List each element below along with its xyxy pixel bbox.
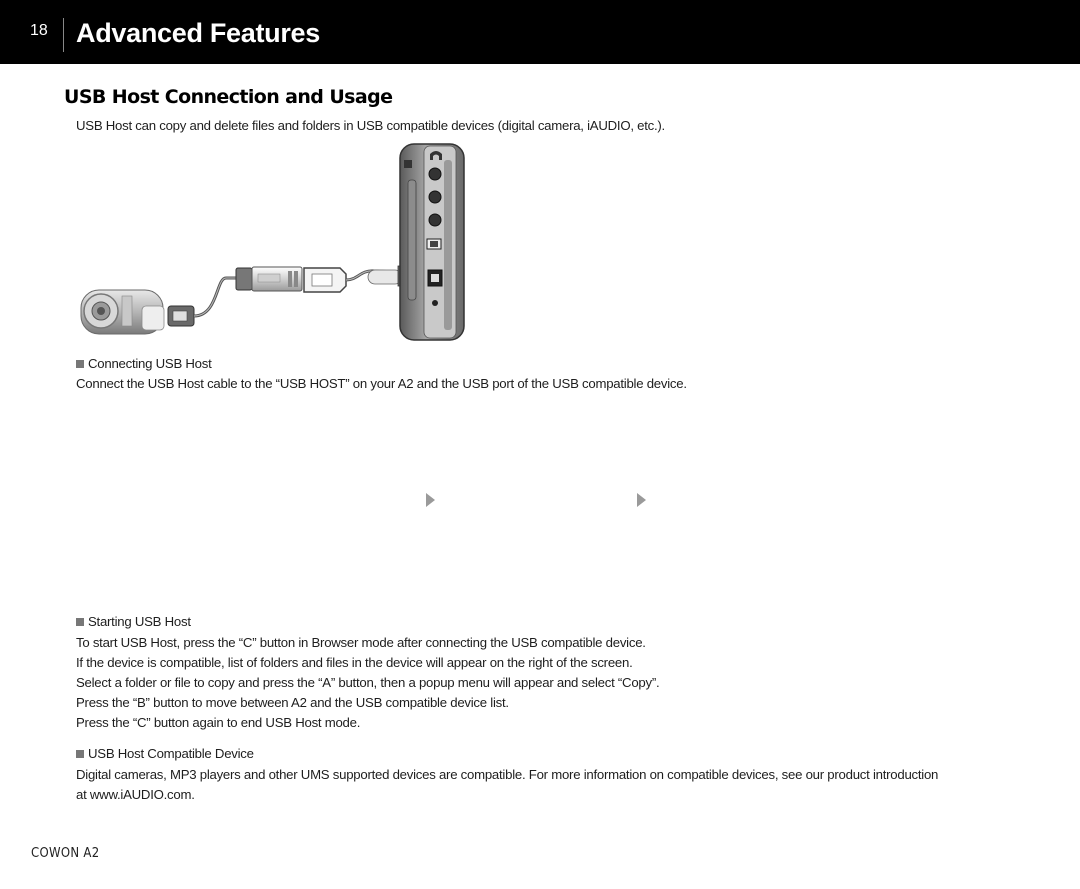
starting-line: Press the “B” button to move between A2 and the USB compatible device list. (76, 695, 509, 710)
starting-line: If the device is compatible, list of folders and files in the device will appear on the right of the screen. (76, 655, 633, 670)
starting-line: To start USB Host, press the “C” button in Browser mode after connecting the USB compatible device. (76, 635, 646, 650)
connecting-text: Connect the USB Host cable to the “USB HOST” on your A2 and the USB port of the USB compatible device. (76, 376, 687, 391)
footer-product-name: COWON A2 (31, 846, 100, 861)
starting-heading-text: Starting USB Host (88, 614, 191, 629)
camera-icon (81, 290, 164, 334)
intro-text: USB Host can copy and delete files and folders in USB compatible devices (digital camera, iAUDIO, etc.). (76, 118, 665, 133)
header-divider (63, 18, 64, 52)
compatible-heading (76, 746, 254, 761)
right-arrow-icon (637, 493, 646, 507)
page-number: 18 (30, 22, 48, 39)
usb-host-connection-illustration (78, 140, 478, 345)
a2-player-icon (400, 144, 464, 340)
connecting-heading-text: Connecting USB Host (88, 356, 212, 371)
starting-heading (76, 614, 191, 629)
square-bullet-icon (76, 360, 84, 368)
page-header (0, 0, 1080, 64)
starting-line: Press the “C” button again to end USB Host mode. (76, 715, 361, 730)
compatible-heading-text: USB Host Compatible Device (88, 746, 254, 761)
square-bullet-icon (76, 618, 84, 626)
section-title: USB Host Connection and Usage (64, 86, 393, 108)
compatible-line: at www.iAUDIO.com. (76, 787, 195, 802)
connecting-heading (76, 356, 212, 371)
square-bullet-icon (76, 750, 84, 758)
starting-line: Select a folder or file to copy and press the “A” button, then a popup menu will appear and select “Copy”. (76, 675, 660, 690)
compatible-line: Digital cameras, MP3 players and other UMS supported devices are compatible. For more information on compatible devices, see our product introduction (76, 767, 939, 782)
chapter-title: Advanced Features (76, 18, 320, 48)
right-arrow-icon (426, 493, 435, 507)
